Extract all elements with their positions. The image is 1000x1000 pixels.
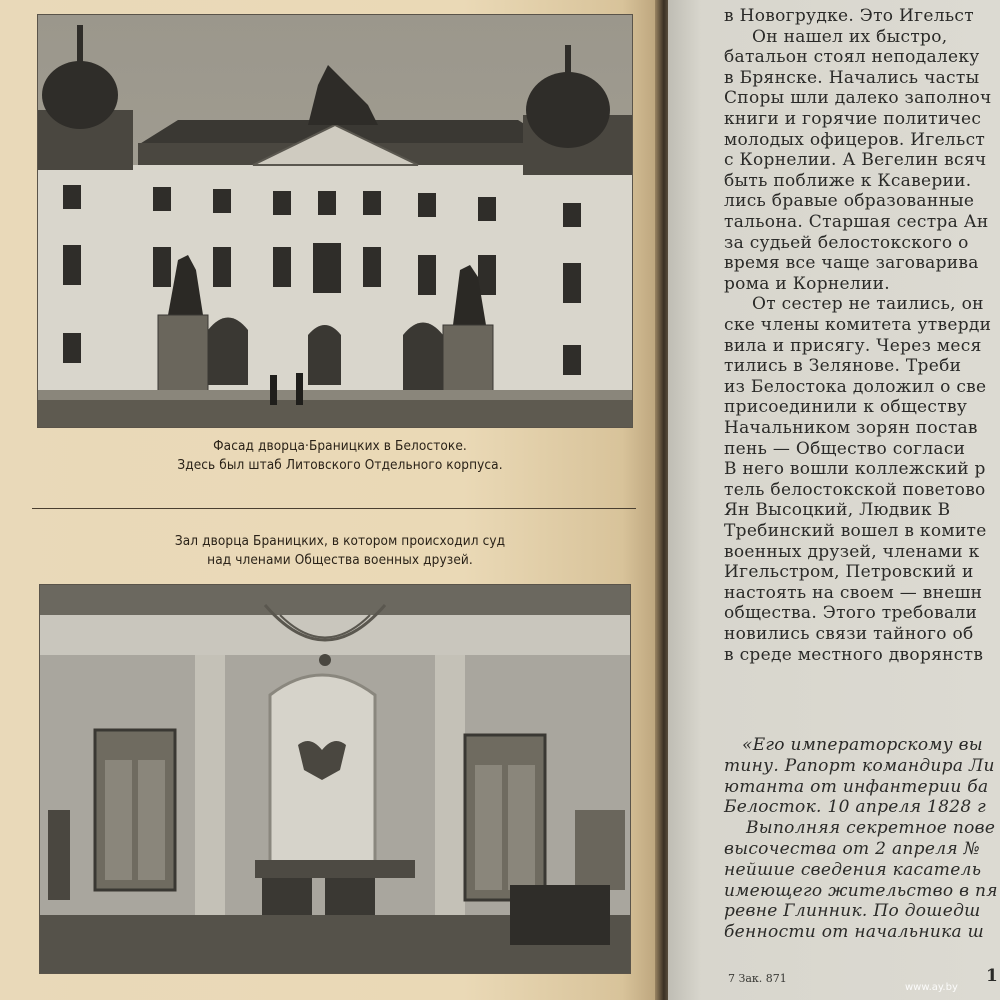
text-line: молодых офицеров. Игельст: [724, 129, 986, 150]
text-line: время все чаще заговарива: [724, 253, 979, 274]
text-line: тель белостокской поветово: [724, 479, 986, 500]
text-line: общества. Этого требовали: [724, 603, 978, 624]
text-line: ске члены комитета утверди: [724, 315, 992, 335]
text-line: Начальником зорян постав: [724, 418, 978, 438]
text-line: новились связи тайного об: [724, 624, 974, 644]
text-line: рома и Корнелии.: [724, 273, 890, 294]
text-line: Выполняя секретное пове: [746, 818, 996, 839]
page-number: 1: [986, 966, 998, 986]
text-line: Игельстром, Петровский и: [724, 562, 974, 583]
text-line: ревне Глинник. По дошедш: [724, 901, 981, 922]
caption-top-line1: Фасад дворца·Браницких в Белостоке.: [213, 438, 467, 454]
caption-top-line2: Здесь был штаб Литовского Отдельного корпуса.: [177, 457, 503, 473]
text-line: Ян Высоцкий, Людвик В: [724, 500, 951, 521]
text-line: присоединили к обществу: [724, 397, 968, 418]
text-line: в Новогрудке. Это Игельст: [724, 6, 974, 26]
watermark: www.ay.by: [905, 982, 958, 993]
text-line: имеющего жительство в пя: [724, 880, 998, 901]
page-footer-signature: 7 Зак. 871: [728, 972, 787, 985]
palace-hall-photo: [40, 585, 630, 973]
text-line: в среде местного дворянств: [724, 644, 984, 665]
text-line: «Его императорскому вы: [742, 735, 983, 755]
text-line: пень — Общество согласи: [724, 438, 966, 459]
text-line: с Корнелии. А Вегелин всяч: [724, 150, 987, 171]
right-page: [668, 0, 1000, 1000]
palace-facade-photo: [38, 15, 632, 427]
text-line: Споры шли далеко заполноч: [724, 88, 992, 109]
photo-caption-bottom: [60, 532, 620, 570]
text-line: тились в Зелянове. Треби: [724, 356, 962, 377]
text-line: военных друзей, членами к: [724, 541, 980, 562]
caption-bottom-line1: Зал дворца Браницких, в котором происходил суд: [174, 533, 506, 549]
palace-facade-illustration: [38, 15, 632, 427]
text-line: Он нашел их быстро,: [752, 26, 948, 47]
text-line: тальона. Старшая сестра Ан: [724, 212, 989, 232]
photo-caption-top: [60, 437, 620, 475]
text-line: книги и горячие политичес: [724, 109, 982, 129]
text-line: Белосток. 10 апреля 1828 г: [724, 797, 987, 818]
text-line: быть поближе к Ксаверии.: [724, 170, 972, 191]
text-line: в Брянске. Начались часты: [724, 67, 980, 88]
divider-rule: [32, 508, 636, 509]
text-line: настоять на своем — внешн: [724, 582, 983, 603]
palace-hall-illustration: [40, 585, 630, 973]
text-line: вила и присягу. Через меся: [724, 335, 982, 356]
text-line: лись бравые образованные: [724, 191, 975, 212]
text-line: От сестер не таились, он: [752, 294, 984, 315]
text-line: за судьей белостокского о: [724, 232, 969, 253]
text-line: тину. Рапорт командира Ли: [724, 755, 995, 776]
text-line: Требинский вошел в комите: [724, 521, 987, 541]
text-line: из Белостока доложил о све: [724, 376, 987, 397]
text-line: бенности от начальника ш: [724, 922, 985, 943]
text-line: высочества от 2 апреля №: [724, 839, 980, 859]
text-line: батальон стоял неподалеку: [724, 47, 980, 68]
text-line: В него вошли коллежский р: [724, 459, 986, 480]
caption-bottom-line2: над членами Общества военных друзей.: [207, 552, 473, 568]
text-line: нейшие сведения касатель: [724, 859, 982, 880]
text-line: ютанта от инфантерии ба: [724, 776, 989, 797]
